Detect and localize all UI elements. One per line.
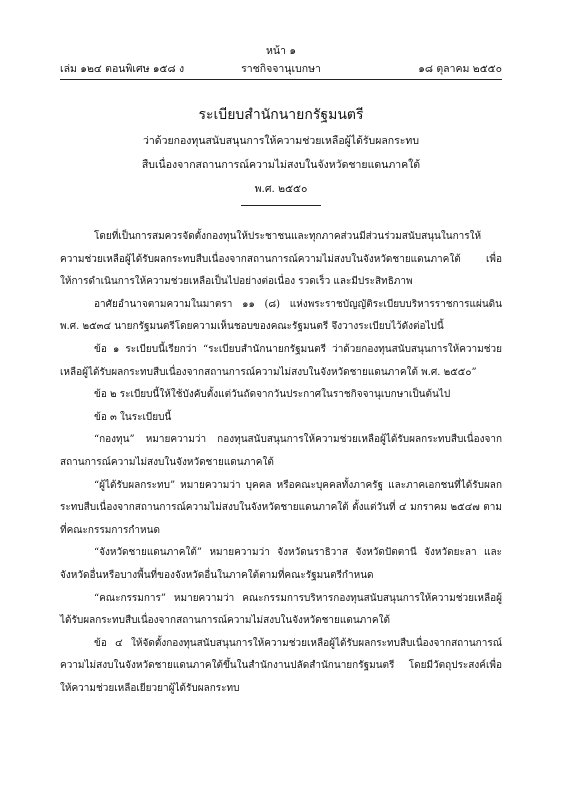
definition-committee: “คณะกรรมการ” หมายความว่า คณะกรรมการบริหารกองทุนสนับสนุนการให้ความช่วยเหลือผู้ได้รับผลกระทบสืบเนื่องจากสถานการณ์ความไม่สงบในจังหวัดชายแดนภาคใต้ xyxy=(60,592,502,627)
definition-affected-persons: “ผู้ได้รับผลกระทบ” หมายความว่า บุคคล หรือคณะบุคคลทั้งภาครัฐ และภาคเอกชนที่ได้รับผลกระทบสืบเนื่องจากสถานการณ์ความไม่สงบในจังหวัดชายแดนภาคใต้ ตั้งแต่วันที่ ๔ มกราคม ๒๕๔๗ ตามที่คณะกรรมการกำหนด xyxy=(60,479,502,536)
clause-3: ข้อ ๓ ในระเบียบนี้ xyxy=(94,411,172,423)
authority-paragraph: อาศัยอำนาจตามความในมาตรา ๑๑ (๘) แห่งพระราชบัญญัติระเบียบบริหารราชการแผ่นดิน พ.ศ. ๒๕๓๔ นายกรัฐมนตรีโดยความเห็นชอบของคณะรัฐมนตรี จึงวางระเบียบไว้ดังต่อไปนี้ xyxy=(60,298,502,333)
title-rule xyxy=(241,205,321,206)
document-subtitle-line2: สืบเนื่องจากสถานการณ์ความไม่สงบในจังหวัดชายแดนภาคใต้ xyxy=(141,159,421,171)
page-number: หน้า ๑ xyxy=(266,45,296,57)
clause-2: ข้อ ๒ ระเบียบนี้ให้ใช้บังคับตั้งแต่วันถัดจากวันประกาศในราชกิจจานุเบกษาเป็นต้นไป xyxy=(94,389,451,401)
definition-fund: “กองทุน” หมายความว่า กองทุนสนับสนุนการให้ความช่วยเหลือผู้ได้รับผลกระทบสืบเนื่องจากสถานการณ์ความไม่สงบในจังหวัดชายแดนภาคใต้ xyxy=(60,434,502,468)
gazette-name: ราชกิจจานุเบกษา xyxy=(241,63,321,75)
gazette-header xyxy=(60,60,502,78)
document-title: ระเบียบสำนักนายกรัฐมนตรี xyxy=(198,107,364,123)
document-subtitle-line1: ว่าด้วยกองทุนสนับสนุนการให้ความช่วยเหลือผู้ได้รับผลกระทบ xyxy=(142,135,420,147)
issue-date: ๑๘ ตุลาคม ๒๕๕๐ xyxy=(418,63,502,75)
document-year: พ.ศ. ๒๕๕๐ xyxy=(254,183,308,195)
definition-southern-provinces: “จังหวัดชายแดนภาคใต้” หมายความว่า จังหวัดนราธิวาส จังหวัดปัตตานี จังหวัดยะลา และจังหวัดอื่นหรือบางพื้นที่ของจังหวัดอื่นในภาคใต้ตามที่คณะรัฐมนตรีกำหนด xyxy=(60,547,502,581)
clause-1: ข้อ ๑ ระเบียบนี้เรียกว่า “ระเบียบสำนักนายกรัฐมนตรี ว่าด้วยกองทุนสนับสนุนการให้ความช่วยเหลือผู้ได้รับผลกระทบสืบเนื่องจากสถานการณ์ความไม่สงบในจังหวัดชายแดนภาคใต้ พ.ศ. ๒๕๕๐” xyxy=(60,343,502,378)
header-rule xyxy=(60,79,502,80)
preamble-paragraph: โดยที่เป็นการสมควรจัดตั้งกองทุนให้ประชาชนและทุกภาคส่วนมีส่วนร่วมสนับสนุนในการให้ความช่วยเหลือผู้ได้รับผลกระทบสืบเนื่องจากสถานการณ์ความไม่สงบในจังหวัดชายแดนภาคใต้ เพื่อให้การดำเนินการให้ความช่วยเหลือเป็นไปอย่างต่อเนื่อง รวดเร็ว และมีประสิทธิภาพ xyxy=(60,231,502,288)
issue-number: เล่ม ๑๒๔ ตอนพิเศษ ๑๕๘ ง xyxy=(60,63,185,75)
clause-4: ข้อ ๔ ให้จัดตั้งกองทุนสนับสนุนการให้ความช่วยเหลือผู้ได้รับผลกระทบสืบเนื่องจากสถานการณ์ความไม่สงบในจังหวัดชายแดนภาคใต้ขึ้นในสำนักงานปลัดสำนักนายกรัฐมนตรี โดยมีวัตถุประสงค์เพื่อให้ความช่วยเหลือเยียวยาผู้ได้รับผลกระทบ xyxy=(60,637,502,694)
document-body xyxy=(60,226,502,700)
